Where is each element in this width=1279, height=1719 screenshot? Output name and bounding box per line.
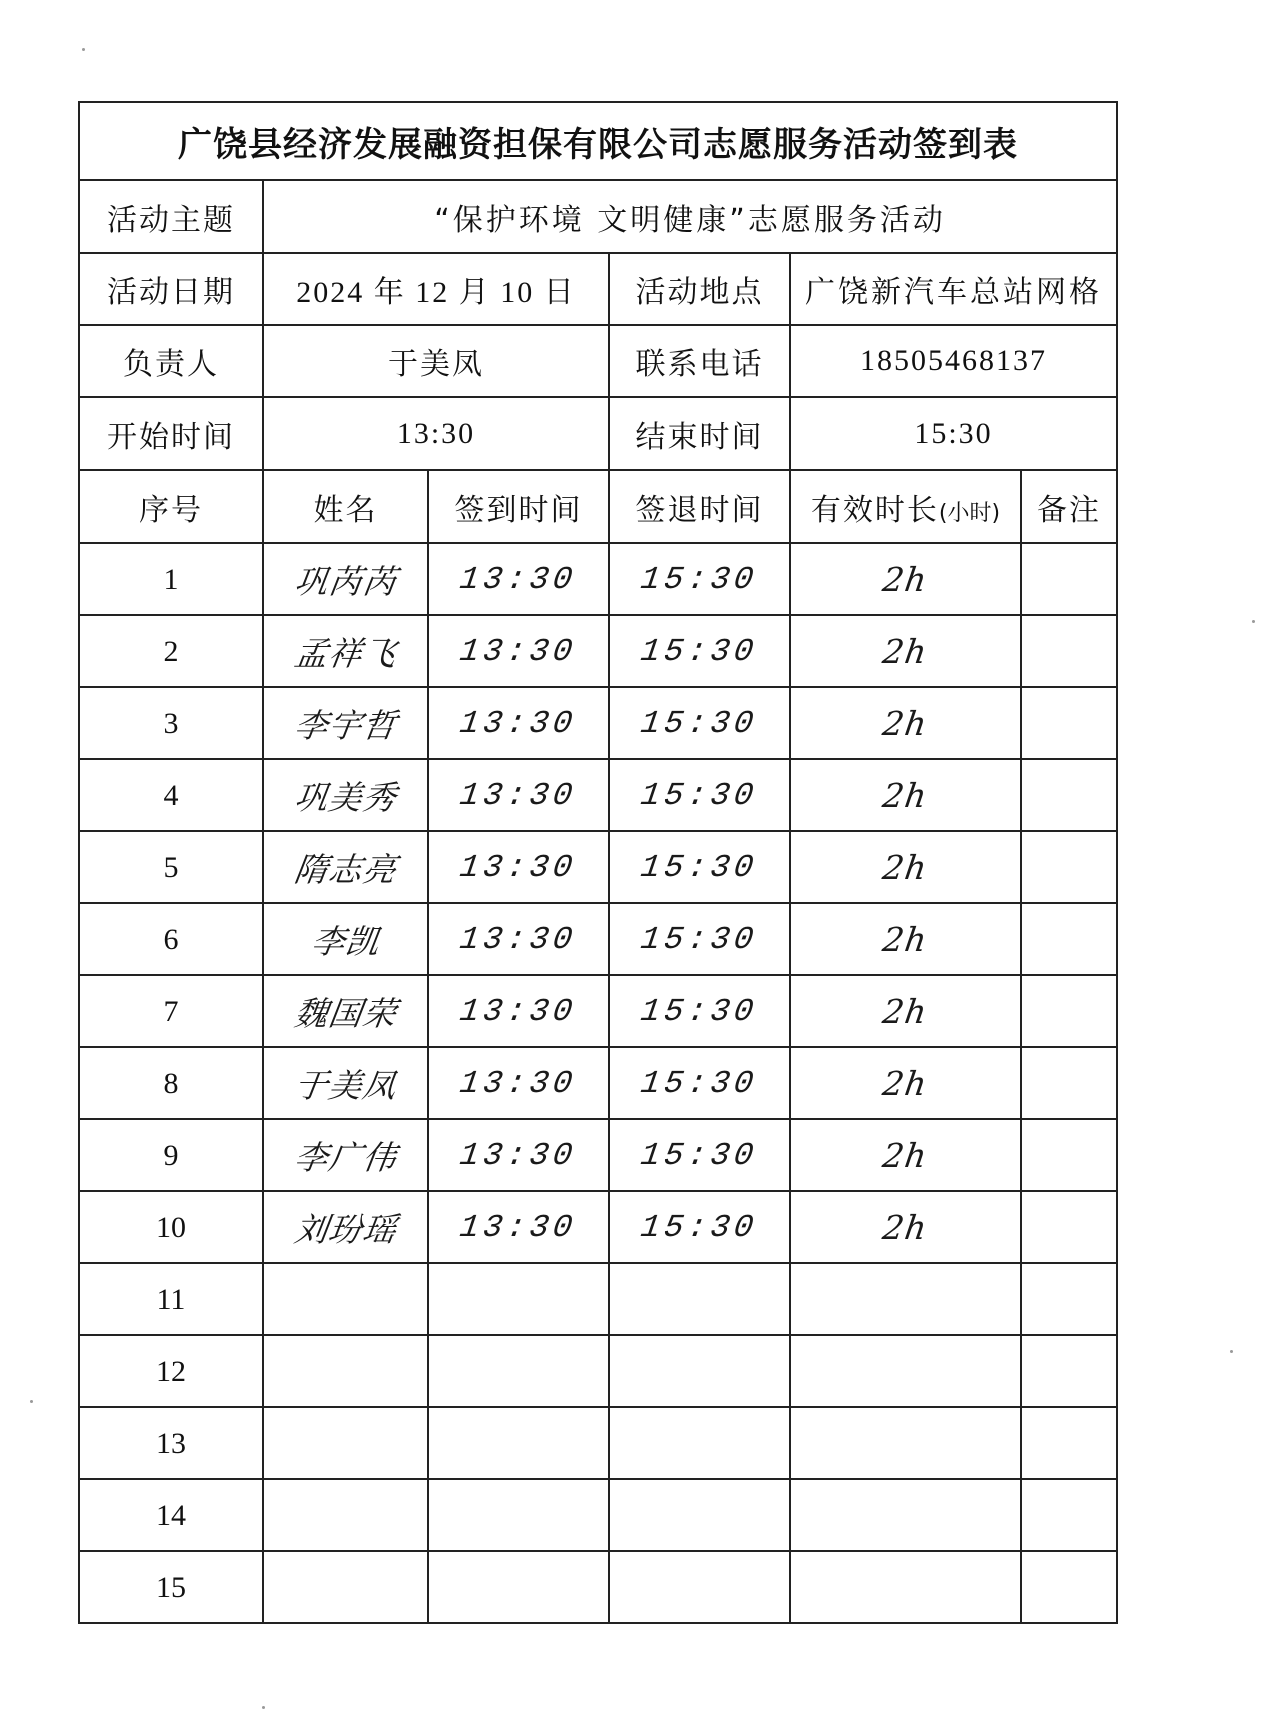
row-remarks-cell: [1021, 543, 1117, 615]
row-signature-name: 魏国荣: [291, 993, 399, 1033]
row-index-cell: [79, 1551, 263, 1623]
row-duration: 2h: [880, 703, 931, 743]
row-index-cell: [79, 1407, 263, 1479]
sign-in-table: [78, 101, 1118, 1624]
col-duration-unit: (小时): [938, 500, 1001, 526]
phone-label: 联系电话: [609, 325, 790, 397]
table-row: [79, 615, 1117, 687]
row-signature-name-cell: [263, 1407, 428, 1479]
row-remarks-cell: [1021, 1551, 1117, 1623]
row-checkin-time: 13:30: [457, 1064, 580, 1102]
row-checkout-time-cell: [609, 1191, 790, 1263]
scan-speck: [30, 1400, 33, 1403]
row-checkin-time-cell: [428, 903, 609, 975]
row-duration-cell: [790, 1551, 1021, 1623]
row-checkin-time: 13:30: [457, 776, 580, 814]
scan-speck: [1252, 620, 1255, 623]
row-checkin-time: 13:30: [457, 1136, 580, 1174]
table-row: [79, 1263, 1117, 1335]
row-index-cell: [79, 1191, 263, 1263]
sign-in-sheet: [78, 101, 1116, 1621]
row-index: 2: [163, 634, 179, 668]
row-duration: 2h: [880, 847, 931, 887]
row-index: 14: [156, 1498, 186, 1532]
scan-speck: [1230, 1350, 1233, 1353]
col-remarks-header: 备注: [1021, 470, 1117, 543]
table-row: [79, 1335, 1117, 1407]
col-checkin-header: 签到时间: [428, 470, 609, 543]
row-index: 8: [163, 1066, 179, 1100]
row-duration-cell: [790, 759, 1021, 831]
row-duration-cell: [790, 1191, 1021, 1263]
row-duration-cell: [790, 543, 1021, 615]
row-remarks-cell: [1021, 903, 1117, 975]
row-checkin-time-cell: [428, 1191, 609, 1263]
row-signature-name: 于美凤: [291, 1065, 399, 1105]
col-name-header: 姓名: [263, 470, 428, 543]
start-value: 13:30: [263, 397, 609, 470]
row-duration-cell: [790, 1047, 1021, 1119]
row-index: 11: [156, 1282, 186, 1316]
row-signature-name-cell: [263, 1047, 428, 1119]
row-index-cell: [79, 615, 263, 687]
row-checkout-time: 15:30: [638, 1208, 761, 1246]
row-index-cell: [79, 543, 263, 615]
row-checkout-time-cell: [609, 687, 790, 759]
row-checkin-time-cell: [428, 1047, 609, 1119]
col-duration-label: 有效时长: [810, 492, 939, 528]
row-checkin-time-cell: [428, 543, 609, 615]
row-index: 3: [163, 706, 179, 740]
row-checkin-time-cell: [428, 1479, 609, 1551]
row-signature-name-cell: [263, 1551, 428, 1623]
table-row: [79, 1047, 1117, 1119]
table-row: [79, 1119, 1117, 1191]
row-duration: 2h: [880, 631, 931, 671]
row-checkout-time-cell: [609, 831, 790, 903]
row-duration: 2h: [880, 919, 931, 959]
row-checkout-time-cell: [609, 975, 790, 1047]
row-signature-name-cell: [263, 975, 428, 1047]
row-checkout-time: 15:30: [638, 704, 761, 742]
row-remarks-cell: [1021, 615, 1117, 687]
table-row: [79, 687, 1117, 759]
row-checkin-time-cell: [428, 1263, 609, 1335]
row-checkout-time: 15:30: [638, 632, 761, 670]
row-signature-name-cell: [263, 759, 428, 831]
row-index-cell: [79, 1047, 263, 1119]
row-index-cell: [79, 687, 263, 759]
row-checkin-time: 13:30: [457, 560, 580, 598]
row-remarks-cell: [1021, 1119, 1117, 1191]
row-index-cell: [79, 1263, 263, 1335]
row-checkout-time-cell: [609, 543, 790, 615]
row-duration: 2h: [880, 775, 931, 815]
row-signature-name: 巩美秀: [291, 777, 399, 817]
row-checkin-time-cell: [428, 831, 609, 903]
row-checkout-time-cell: [609, 1479, 790, 1551]
row-checkout-time: 15:30: [638, 776, 761, 814]
row-remarks-cell: [1021, 1335, 1117, 1407]
col-duration-header: [790, 470, 1021, 543]
row-duration: 2h: [880, 1135, 931, 1175]
row-checkout-time: 15:30: [638, 992, 761, 1030]
row-checkout-time-cell: [609, 1335, 790, 1407]
row-index: 7: [163, 994, 179, 1028]
theme-label: 活动主题: [79, 180, 263, 253]
table-row: [79, 759, 1117, 831]
row-checkin-time-cell: [428, 615, 609, 687]
row-index: 10: [156, 1210, 186, 1244]
table-row: [79, 543, 1117, 615]
row-checkin-time: 13:30: [457, 704, 580, 742]
end-value: 15:30: [790, 397, 1117, 470]
row-checkin-time: 13:30: [457, 1208, 580, 1246]
date-value: 2024 年 12 月 10 日: [263, 253, 609, 325]
scan-speck: [262, 1706, 265, 1709]
row-signature-name-cell: [263, 1479, 428, 1551]
row-duration: 2h: [880, 991, 931, 1031]
row-index-cell: [79, 759, 263, 831]
start-label: 开始时间: [79, 397, 263, 470]
row-index: 6: [163, 922, 179, 956]
row-signature-name: 巩芮芮: [291, 561, 399, 601]
row-remarks-cell: [1021, 975, 1117, 1047]
row-checkout-time-cell: [609, 1551, 790, 1623]
row-duration-cell: [790, 687, 1021, 759]
row-index-cell: [79, 1119, 263, 1191]
row-duration: 2h: [880, 1207, 931, 1247]
row-signature-name: 隋志亮: [291, 849, 399, 889]
row-signature-name-cell: [263, 903, 428, 975]
row-signature-name-cell: [263, 831, 428, 903]
row-checkin-time: 13:30: [457, 920, 580, 958]
row-checkout-time-cell: [609, 1047, 790, 1119]
row-checkin-time-cell: [428, 975, 609, 1047]
row-checkout-time-cell: [609, 1119, 790, 1191]
time-row: [79, 397, 1117, 470]
row-duration-cell: [790, 975, 1021, 1047]
row-index: 4: [163, 778, 179, 812]
theme-value: “保护环境 文明健康”志愿服务活动: [263, 180, 1117, 253]
row-index: 5: [163, 850, 179, 884]
row-index-cell: [79, 903, 263, 975]
row-index-cell: [79, 831, 263, 903]
table-row: [79, 1551, 1117, 1623]
table-row: [79, 1407, 1117, 1479]
col-index-header: 序号: [79, 470, 263, 543]
row-signature-name: 孟祥飞: [291, 633, 399, 673]
col-checkout-header: 签退时间: [609, 470, 790, 543]
row-duration-cell: [790, 1335, 1021, 1407]
row-checkin-time-cell: [428, 1551, 609, 1623]
row-checkin-time: 13:30: [457, 992, 580, 1030]
row-signature-name-cell: [263, 1119, 428, 1191]
row-duration-cell: [790, 615, 1021, 687]
table-row: [79, 1479, 1117, 1551]
row-duration: 2h: [880, 1063, 931, 1103]
row-signature-name-cell: [263, 615, 428, 687]
row-remarks-cell: [1021, 1479, 1117, 1551]
row-signature-name-cell: [263, 1335, 428, 1407]
row-remarks-cell: [1021, 1407, 1117, 1479]
row-duration-cell: [790, 1119, 1021, 1191]
row-checkout-time: 15:30: [638, 560, 761, 598]
row-checkout-time-cell: [609, 615, 790, 687]
date-location-row: [79, 253, 1117, 325]
table-row: [79, 831, 1117, 903]
row-checkout-time-cell: [609, 759, 790, 831]
scan-speck: [82, 48, 85, 51]
row-checkout-time: 15:30: [638, 1064, 761, 1102]
row-signature-name: 李凯: [308, 921, 382, 961]
row-signature-name-cell: [263, 1263, 428, 1335]
row-checkin-time-cell: [428, 1335, 609, 1407]
row-duration-cell: [790, 831, 1021, 903]
end-label: 结束时间: [609, 397, 790, 470]
row-remarks-cell: [1021, 759, 1117, 831]
row-index: 15: [156, 1570, 186, 1604]
table-row: [79, 975, 1117, 1047]
row-checkin-time-cell: [428, 687, 609, 759]
row-remarks-cell: [1021, 687, 1117, 759]
table-row: [79, 903, 1117, 975]
location-label: 活动地点: [609, 253, 790, 325]
form-title: 广饶县经济发展融资担保有限公司志愿服务活动签到表: [79, 102, 1117, 180]
row-index-cell: [79, 975, 263, 1047]
row-index: 9: [163, 1138, 179, 1172]
table-row: [79, 1191, 1117, 1263]
row-remarks-cell: [1021, 1263, 1117, 1335]
row-index-cell: [79, 1479, 263, 1551]
row-duration: 2h: [880, 559, 931, 599]
row-duration-cell: [790, 903, 1021, 975]
leader-label: 负责人: [79, 325, 263, 397]
row-checkin-time-cell: [428, 759, 609, 831]
leader-phone-row: [79, 325, 1117, 397]
row-signature-name: 李广伟: [291, 1137, 399, 1177]
row-signature-name-cell: [263, 1191, 428, 1263]
row-checkin-time-cell: [428, 1407, 609, 1479]
column-header-row: [79, 470, 1117, 543]
row-checkout-time-cell: [609, 1407, 790, 1479]
row-signature-name: 刘玢瑶: [291, 1209, 399, 1249]
row-checkout-time-cell: [609, 903, 790, 975]
date-label: 活动日期: [79, 253, 263, 325]
theme-row: [79, 180, 1117, 253]
row-checkout-time: 15:30: [638, 920, 761, 958]
row-checkin-time-cell: [428, 1119, 609, 1191]
row-checkout-time-cell: [609, 1263, 790, 1335]
row-remarks-cell: [1021, 1191, 1117, 1263]
row-checkout-time: 15:30: [638, 1136, 761, 1174]
phone-value: 18505468137: [790, 325, 1117, 397]
title-row: [79, 102, 1117, 180]
location-value: 广饶新汽车总站网格: [790, 253, 1117, 325]
row-remarks-cell: [1021, 831, 1117, 903]
row-checkout-time: 15:30: [638, 848, 761, 886]
row-checkin-time: 13:30: [457, 632, 580, 670]
row-index-cell: [79, 1335, 263, 1407]
row-signature-name-cell: [263, 543, 428, 615]
row-checkin-time: 13:30: [457, 848, 580, 886]
row-remarks-cell: [1021, 1047, 1117, 1119]
row-index: 13: [156, 1426, 186, 1460]
row-index: 1: [163, 562, 179, 596]
row-duration-cell: [790, 1263, 1021, 1335]
row-duration-cell: [790, 1407, 1021, 1479]
row-duration-cell: [790, 1479, 1021, 1551]
row-index: 12: [156, 1354, 186, 1388]
leader-value: 于美凤: [263, 325, 609, 397]
row-signature-name: 李宇哲: [291, 705, 399, 745]
row-signature-name-cell: [263, 687, 428, 759]
